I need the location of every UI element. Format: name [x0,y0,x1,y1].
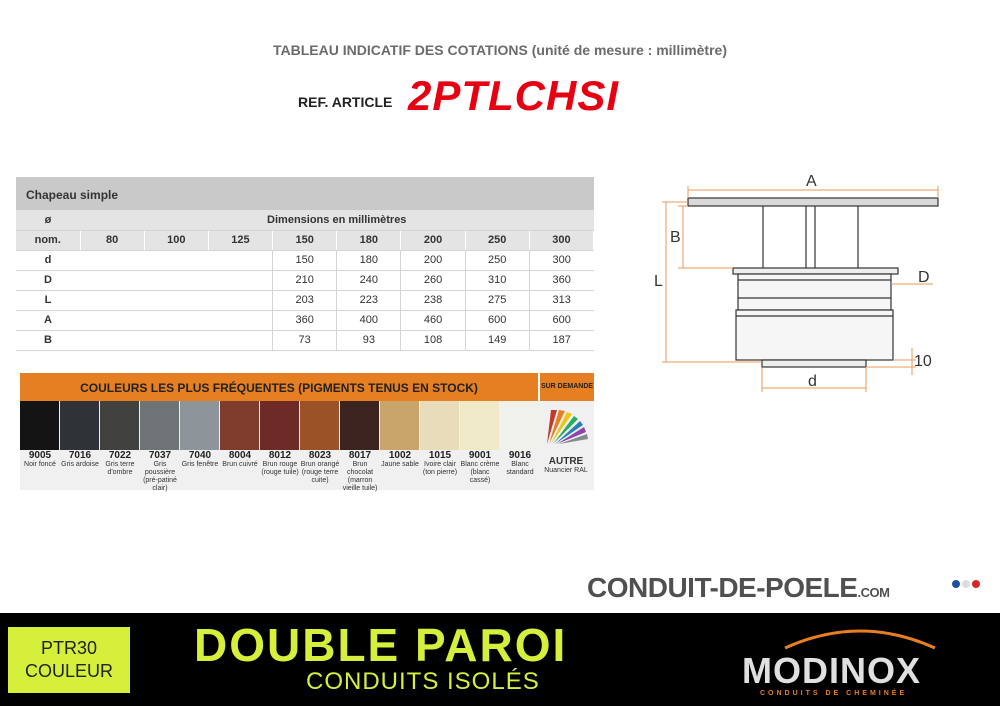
color-code: 7040 [188,450,212,461]
color-swatch [420,401,460,450]
diameter-header: 300 [529,230,593,250]
color-label [420,450,460,493]
color-code: 8017 [348,450,372,461]
diameter-header: 125 [208,230,272,250]
color-swatch [460,401,500,450]
table-row [16,250,594,270]
ral-fan-icon [541,404,593,448]
site-logo [587,572,889,604]
table-cell: 310 [465,270,529,290]
product-badge [8,627,130,693]
maker-tagline: CONDUITS DE CHEMINÉE [760,690,908,697]
table-cell: 203 [273,290,337,310]
table-cell: 600 [465,310,529,330]
table-cell [208,250,272,270]
table-cell: 73 [273,330,337,350]
color-code: 7022 [108,450,132,461]
ref-article-code: 2PTLCHSI [408,72,620,119]
color-label [220,450,260,493]
diameter-header: 200 [401,230,465,250]
colors-heading: COULEURS LES PLUS FRÉQUENTES (PIGMENTS TENUS EN STOCK) [20,373,538,401]
badge-line-2: COULEUR [24,661,113,681]
color-name: Brun chocolat (marron vieille tuile) [342,461,378,492]
color-label [340,450,380,493]
label-d: d [808,373,817,390]
table-cell: 250 [465,250,529,270]
table-cell [208,310,272,330]
product-title: DOUBLE PAROI [194,619,568,671]
row-label: A [16,310,80,330]
table-cell: 108 [401,330,465,350]
table-cell [80,270,144,290]
color-code: 7037 [148,450,172,461]
diameter-symbol: ø [16,210,80,230]
table-cell: 238 [401,290,465,310]
color-name: Gris ardoise [61,461,99,468]
colors-panel [20,373,594,490]
other-color [538,456,594,474]
other-color-code: AUTRE [548,456,584,467]
diameter-header: 180 [337,230,401,250]
color-swatch [300,401,340,450]
dimensions-header: Dimensions en millimètres [80,210,594,230]
tricolor-dots-icon [951,578,991,590]
table-cell: 260 [401,270,465,290]
dimensions-table [16,177,594,351]
table-cell: 460 [401,310,465,330]
table-cell [144,290,208,310]
maker-logo: MODINOX [742,650,922,691]
color-name: Blanc standard [506,461,534,476]
table-row [16,270,594,290]
row-label: D [16,270,80,290]
diameter-header: 150 [273,230,337,250]
table-cell [208,270,272,290]
table-cell [208,330,272,350]
color-code: 8004 [228,450,252,461]
table-cell [144,310,208,330]
color-name: Gris terre d'ombre [105,461,135,476]
table-cell: 149 [465,330,529,350]
table-cell [80,250,144,270]
table-cell: 300 [529,250,593,270]
color-code: 1015 [428,450,452,461]
color-label [100,450,140,493]
color-label [380,450,420,493]
color-swatch [140,401,180,450]
maker-arc-icon [780,620,940,650]
color-name: Brun rouge (rouge tuile) [261,461,299,476]
color-code: 7016 [68,450,92,461]
label-L: L [654,273,663,290]
label-D: D [918,269,930,286]
color-label [180,450,220,493]
table-cell [144,270,208,290]
color-swatch [100,401,140,450]
color-swatch [380,401,420,450]
color-name: Noir foncé [24,461,56,468]
table-cell: 313 [529,290,593,310]
table-cell: 400 [337,310,401,330]
color-label [60,450,100,493]
color-label [500,450,540,493]
table-cell [144,250,208,270]
table-cell [80,290,144,310]
color-swatch [180,401,220,450]
color-swatches [20,401,540,450]
color-swatch [60,401,100,450]
color-label [260,450,300,493]
color-code: 8012 [268,450,292,461]
cap-plate [688,198,938,206]
table-cell: 210 [273,270,337,290]
table-cell: 240 [337,270,401,290]
color-code: 9001 [468,450,492,461]
label-A: A [806,173,817,190]
color-swatch [340,401,380,450]
color-swatch [260,401,300,450]
color-labels [20,450,540,493]
diameter-header: 100 [144,230,208,250]
table-cell [80,310,144,330]
color-code: 8023 [308,450,332,461]
table-cell: 200 [401,250,465,270]
ref-article-label: REF. ARTICLE [298,94,393,110]
table-cell [208,290,272,310]
color-label [300,450,340,493]
other-color-name: Nuancier RAL [544,467,588,474]
color-label [460,450,500,493]
badge-line-1: PTR30 [40,638,98,658]
color-code: 1002 [388,450,412,461]
color-swatch [500,401,540,450]
table-cell: 93 [337,330,401,350]
color-label [20,450,60,493]
color-code: 9005 [28,450,52,461]
color-code: 9016 [508,450,532,461]
row-label: d [16,250,80,270]
row-label: B [16,330,80,350]
page-title: TABLEAU INDICATIF DES COTATIONS (unité de mesure : millimètre) [273,42,727,58]
label-B: B [670,229,681,246]
label-10: 10 [914,353,932,370]
product-subtitle: CONDUITS ISOLÉS [306,668,540,695]
table-row [16,310,594,330]
color-name: Gris poussière (pré-patiné clair) [143,461,177,492]
site-suffix: .COM [857,585,890,600]
color-name: Ivoire clair (ton pierre) [422,461,458,476]
color-name: Jaune sable [381,461,419,468]
dimensions-grid [16,210,594,351]
chimney-cap-drawing [654,170,948,400]
table-cell: 187 [529,330,593,350]
color-name: Brun orangé (rouge terre cuite) [300,461,340,484]
color-name: Brun cuivré [222,461,258,468]
nominal-label: nom. [16,230,80,250]
table-row [16,330,594,350]
diameter-header: 250 [465,230,529,250]
table-cell: 275 [465,290,529,310]
table-cell: 150 [273,250,337,270]
table-cell: 600 [529,310,593,330]
table-row [16,290,594,310]
table-cell: 223 [337,290,401,310]
color-label [140,450,180,493]
table-cell [144,330,208,350]
color-name: Gris fenêtre [181,461,219,468]
table-cell [80,330,144,350]
table-cell: 360 [529,270,593,290]
site-name: CONDUIT-DE-POELE [587,572,858,603]
table-product-name: Chapeau simple [16,177,594,210]
color-name: Blanc crème (blanc cassé) [460,461,500,484]
on-demand-heading: SUR DEMANDE [538,373,594,401]
table-cell: 360 [273,310,337,330]
color-swatch [20,401,60,450]
diameter-header: 80 [80,230,144,250]
table-cell: 180 [337,250,401,270]
row-label: L [16,290,80,310]
color-swatch [220,401,260,450]
